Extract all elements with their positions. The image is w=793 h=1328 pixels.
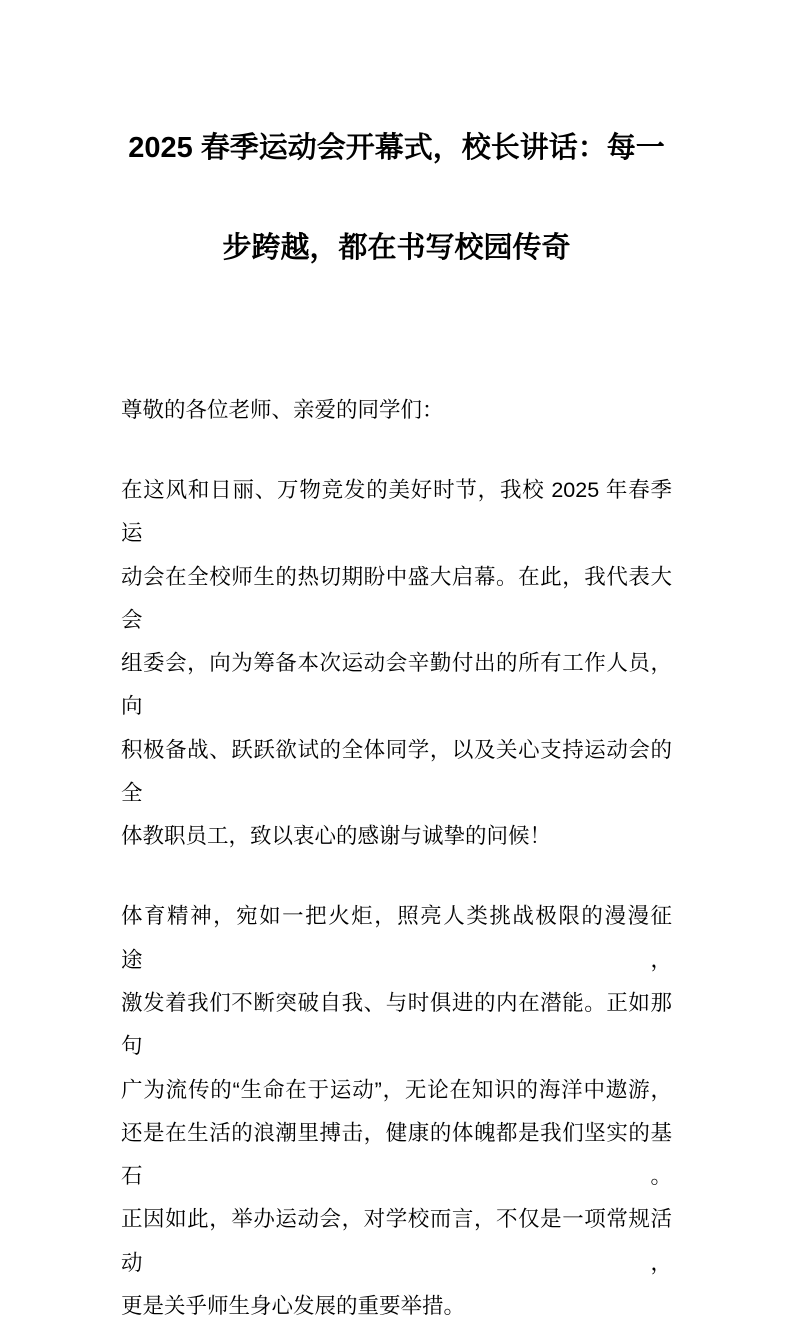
paragraph-line: 积极备战、跃跃欲试的全体同学，以及关心支持运动会的全 xyxy=(121,737,672,806)
title-line: 2025 春季运动会开幕式，校长讲话：每一 xyxy=(128,132,665,164)
paragraph-line: 广为流传的“生命在于运动”，无论在知识的海洋中遨游， xyxy=(121,1077,672,1102)
paragraph-line: 体教职员工，致以衷心的感谢与诚挚的问候！ xyxy=(121,824,552,849)
paragraph-line: 体育精神，宛如一把火炬，照亮人类挑战极限的漫漫征途， xyxy=(121,904,672,972)
paragraph-opening xyxy=(121,469,672,859)
paragraph-line: 在这风和日丽、万物竞发的美好时节，我校 2025 年春季运 xyxy=(121,477,672,546)
salutation: 尊敬的各位老师、亲爱的同学们： xyxy=(121,398,444,422)
paragraph-line: 正因如此，举办运动会，对学校而言，不仅是一项常规活动， xyxy=(121,1207,672,1275)
document-title xyxy=(121,98,672,298)
paragraph-line: 动会在全校师生的热切期盼中盛大启幕。在此，我代表大会 xyxy=(121,564,672,632)
title-line: 步跨越，都在书写校园传奇 xyxy=(222,232,571,264)
paragraph-line: 激发着我们不断突破自我、与时俱进的内在潜能。正如那句 xyxy=(121,990,672,1059)
paragraph-line: 更是关乎师生身心发展的重要举措。 xyxy=(121,1294,466,1319)
paragraph-line: 组委会，向为筹备本次运动会辛勤付出的所有工作人员，向 xyxy=(121,651,672,719)
paragraph-line: 还是在生活的浪潮里搏击，健康的体魄都是我们坚实的基石。 xyxy=(121,1120,672,1189)
paragraph-sports-spirit xyxy=(121,895,672,1328)
document-body xyxy=(121,389,672,1328)
